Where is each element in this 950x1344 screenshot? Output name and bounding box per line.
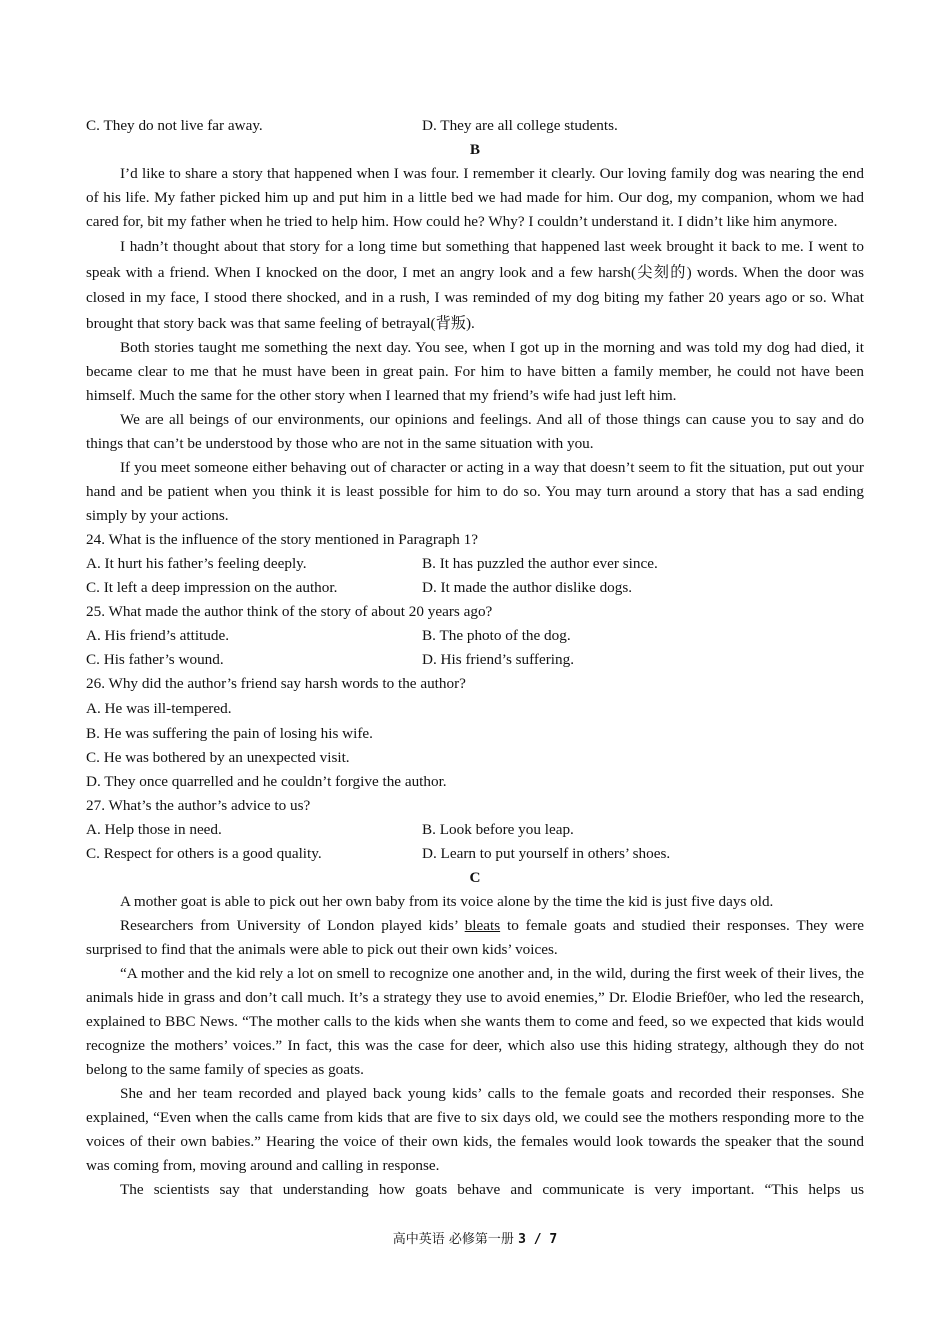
q24-option-b: B. It has puzzled the author ever since. xyxy=(422,555,658,572)
q24-option-d: D. It made the author dislike dogs. xyxy=(422,579,633,596)
option-row xyxy=(86,576,864,600)
q26-option-d: D. They once quarrelled and he couldn’t forgive the author. xyxy=(86,773,447,790)
page-content xyxy=(86,114,864,1202)
question-27-stem: 27. What’s the author’s advice to us? xyxy=(86,797,311,814)
question-24-stem: 24. What is the influence of the story mentioned in Paragraph 1? xyxy=(86,531,478,548)
option-row xyxy=(86,552,864,576)
q26-option-a: A. He was ill‐tempered. xyxy=(86,700,232,717)
option-d: D. They are all college students. xyxy=(422,117,618,134)
option-row xyxy=(86,624,864,648)
option-c: C. They do not live far away. xyxy=(86,117,263,134)
option-row xyxy=(86,842,864,866)
passage-b-paragraph-4: We are all beings of our environments, our opinions and feelings. And all of those things can cause you to say and do things that can’t be understood by those who are not in the same situation with you. xyxy=(86,411,864,452)
section-b-heading: B xyxy=(469,141,481,158)
q25-option-a: A. His friend’s attitude. xyxy=(86,627,229,644)
option-row xyxy=(86,648,864,672)
paragraph-text: to female goats and studied their responses. They were surprised to find that the animals were able to pick out their own kids’ voices. xyxy=(86,917,864,958)
page-number: 3 / 7 xyxy=(518,1232,558,1247)
passage-c-paragraph-3: “A mother and the kid rely a lot on smell to recognize one another and, in the wild, during the first week of their lives, the animals hide in grass and don’t call much. It’s a strategy they use to avoid enemies,” Dr. Elodie Brief0er, who led the research, explained to BBC News. “The mother calls to the kids when she wants them to come and feed, so we expected that kids would recognize the mothers’ voices.” In fact, this was the case for deer, which also use this hiding strategy, although they do not belong to the same family of species as goats. xyxy=(86,965,864,1078)
section-c-heading: C xyxy=(469,869,481,886)
passage-c-paragraph-1: A mother goat is able to pick out her own baby from its voice alone by the time the kid is just five days old. xyxy=(120,893,774,910)
passage-b-paragraph-2: I hadn’t thought about that story for a long time but something that happened last week brought it back to me. I went to speak with a friend. When I knocked on the door, I met an angry look and a few harsh(尖刻的) words. When the door was closed in my face, I stood there shocked, and in a rush, I was reminded of my dog biting my father 20 years ago or so. What brought that story back was that same feeling of betrayal(背叛). xyxy=(86,238,864,332)
passage-b-paragraph-1: I’d like to share a story that happened when I was four. I remember it clearly. Our loving family dog was nearing the end of his life. My father picked him up and put him in a little bed we had made for him. Our dog, my companion, whom we had cared for, bit my father when he tried to help him. How could he? Why? I couldn’t understand it. I didn’t like him anymore. xyxy=(86,165,864,230)
passage-c-paragraph-2 xyxy=(86,914,864,962)
question-26-stem: 26. Why did the author’s friend say harsh words to the author? xyxy=(86,675,466,692)
passage-b-paragraph-5: If you meet someone either behaving out of character or acting in a way that doesn’t seem to fit the situation, put out your hand and be patient when you think it is least possible for him to do so. You may turn around a story that has a sad ending simply by your actions. xyxy=(86,459,864,524)
paragraph-text: Researchers from University of London played kids’ xyxy=(120,917,465,934)
q25-option-c: C. His father’s wound. xyxy=(86,651,224,668)
q25-option-b: B. The photo of the dog. xyxy=(422,627,571,644)
passage-b-paragraph-3: Both stories taught me something the next day. You see, when I got up in the morning and was told my dog had died, it became clear to me that he must have been in great pain. For him to have bitten a family member, he could not have been himself. Much the same for the other story when I learned that my friend’s wife had just left him. xyxy=(86,339,864,404)
q24-option-c: C. It left a deep impression on the author. xyxy=(86,579,338,596)
underlined-word: bleats xyxy=(464,917,501,934)
page-footer xyxy=(0,1228,950,1247)
question-25-stem: 25. What made the author think of the story of about 20 years ago? xyxy=(86,603,493,620)
q26-option-c: C. He was bothered by an unexpected visit. xyxy=(86,749,350,766)
q27-option-d: D. Learn to put yourself in others’ shoes. xyxy=(422,845,671,862)
option-row xyxy=(86,114,864,138)
footer-title: 高中英语 必修第一册 xyxy=(392,1232,514,1247)
q27-option-b: B. Look before you leap. xyxy=(422,821,574,838)
option-row xyxy=(86,818,864,842)
passage-c-paragraph-4: She and her team recorded and played back young kids’ calls to the female goats and recorded their responses. She explained, “Even when the calls came from kids that are five to six days old, we could see the mothers responding more to the voices of their own babies.” Hearing the voice of their own kids, the females would look towards the speaker that the sound was coming from, moving around and calling in response. xyxy=(86,1085,864,1174)
passage-c-paragraph-5: The scientists say that understanding how goats behave and communicate is very important. “This helps us xyxy=(120,1181,864,1198)
q26-option-b: B. He was suffering the pain of losing his wife. xyxy=(86,725,373,742)
q27-option-c: C. Respect for others is a good quality. xyxy=(86,845,322,862)
q25-option-d: D. His friend’s suffering. xyxy=(422,651,574,668)
q27-option-a: A. Help those in need. xyxy=(86,821,222,838)
q24-option-a: A. It hurt his father’s feeling deeply. xyxy=(86,555,307,572)
